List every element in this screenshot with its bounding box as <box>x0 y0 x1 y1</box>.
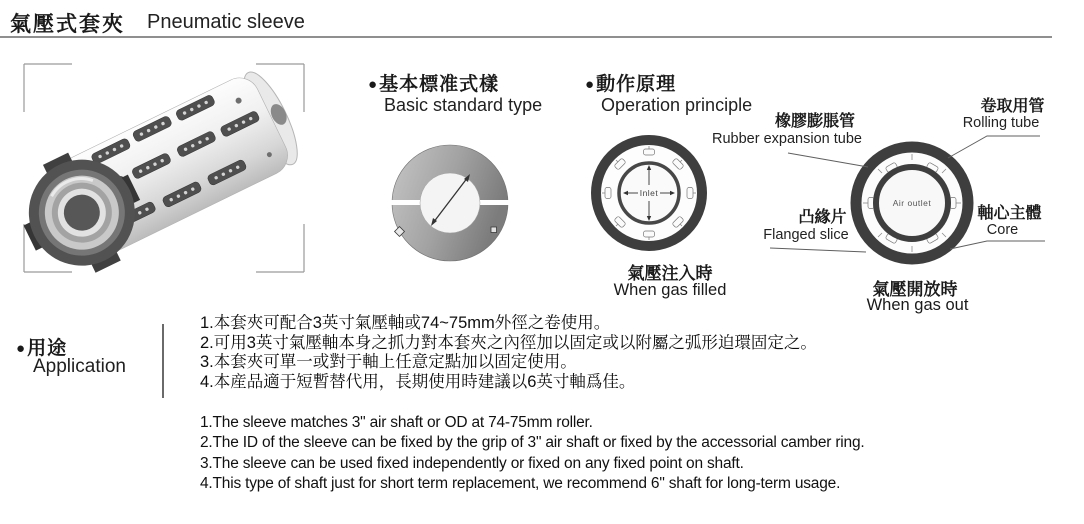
callout-rolling-zh: 卷取用管 <box>980 98 1045 115</box>
section-application-zh: ●用途 <box>16 338 68 359</box>
callout-rubber-en: Rubber expansion tube <box>712 131 862 147</box>
gas-filled-caption-zh: 氣壓注入時 <box>627 264 713 283</box>
note-en-line: 2.The ID of the sleeve can be fixed by the grip of 3" air shaft or fixed by the accessorial camber ring. <box>200 434 865 452</box>
callout-core-en: Core <box>986 222 1019 238</box>
note-en-line: 1.The sleeve matches 3" air shaft or OD at 74-75mm roller. <box>200 414 593 431</box>
note-zh-line: 2.可用3英寸氣壓軸本身之抓力對本套夾之內徑加以固定或以附屬之弧形迫環固定之。 <box>200 333 817 352</box>
gas-filled-caption-en: When gas filled <box>613 281 727 299</box>
section-basic-standard-zh: ●基本標准式樣 <box>368 74 500 95</box>
split-mark-right-icon <box>491 227 497 233</box>
application-notes-zh <box>200 314 817 392</box>
callout-rubber-zh: 橡膠膨脹管 <box>774 113 855 130</box>
sleeve-cylinder <box>3 59 312 292</box>
bullet-icon: ● <box>368 76 379 93</box>
basic-standard-diagram <box>386 140 516 272</box>
application-divider <box>162 324 164 398</box>
section-application-en: Application <box>33 356 126 377</box>
note-zh-line: 4.本産品適于短暫替代用，長期使用時建議以6英寸軸爲佳。 <box>200 372 636 391</box>
callout-core-zh: 軸心主體 <box>977 205 1042 222</box>
note-en-line: 3.The sleeve can be used fixed independently or fixed on any fixed point on shaft. <box>200 454 744 472</box>
page-title-zh: 氣壓式套夾 <box>10 13 125 36</box>
section-basic-standard-en: Basic standard type <box>384 95 543 115</box>
callout-flanged-en: Flanged slice <box>763 227 849 243</box>
note-zh-line: 3.本套夾可單一或對于軸上任意定點加以固定使用。 <box>200 353 577 371</box>
air-outlet-label: Air outlet <box>892 198 932 208</box>
inlet-label: Inlet <box>639 188 659 198</box>
callout-flanged-zh: 凸緣片 <box>798 209 847 226</box>
gas-out-caption-zh: 氣壓開放時 <box>872 280 958 299</box>
section-operation-zh: ●動作原理 <box>585 74 677 95</box>
gas-filled-diagram <box>590 134 708 252</box>
note-en-line: 4.This type of shaft just for short term replacement, we recommend 6" shaft for long-term usage. <box>200 474 841 492</box>
bullet-icon: ● <box>16 340 27 357</box>
title-underline <box>0 36 1052 38</box>
product-photo <box>0 56 340 308</box>
section-operation-en: Operation principle <box>601 95 753 115</box>
bullet-icon: ● <box>585 76 596 93</box>
callout-rolling-en: Rolling tube <box>962 115 1040 131</box>
page-title-en: Pneumatic sleeve <box>147 11 305 33</box>
gas-out-caption-en: When gas out <box>866 296 969 314</box>
application-notes-en <box>200 413 864 494</box>
note-zh-line: 1.本套夾可配合3英寸氣壓軸或74~75mm外徑之卷使用。 <box>200 314 611 332</box>
